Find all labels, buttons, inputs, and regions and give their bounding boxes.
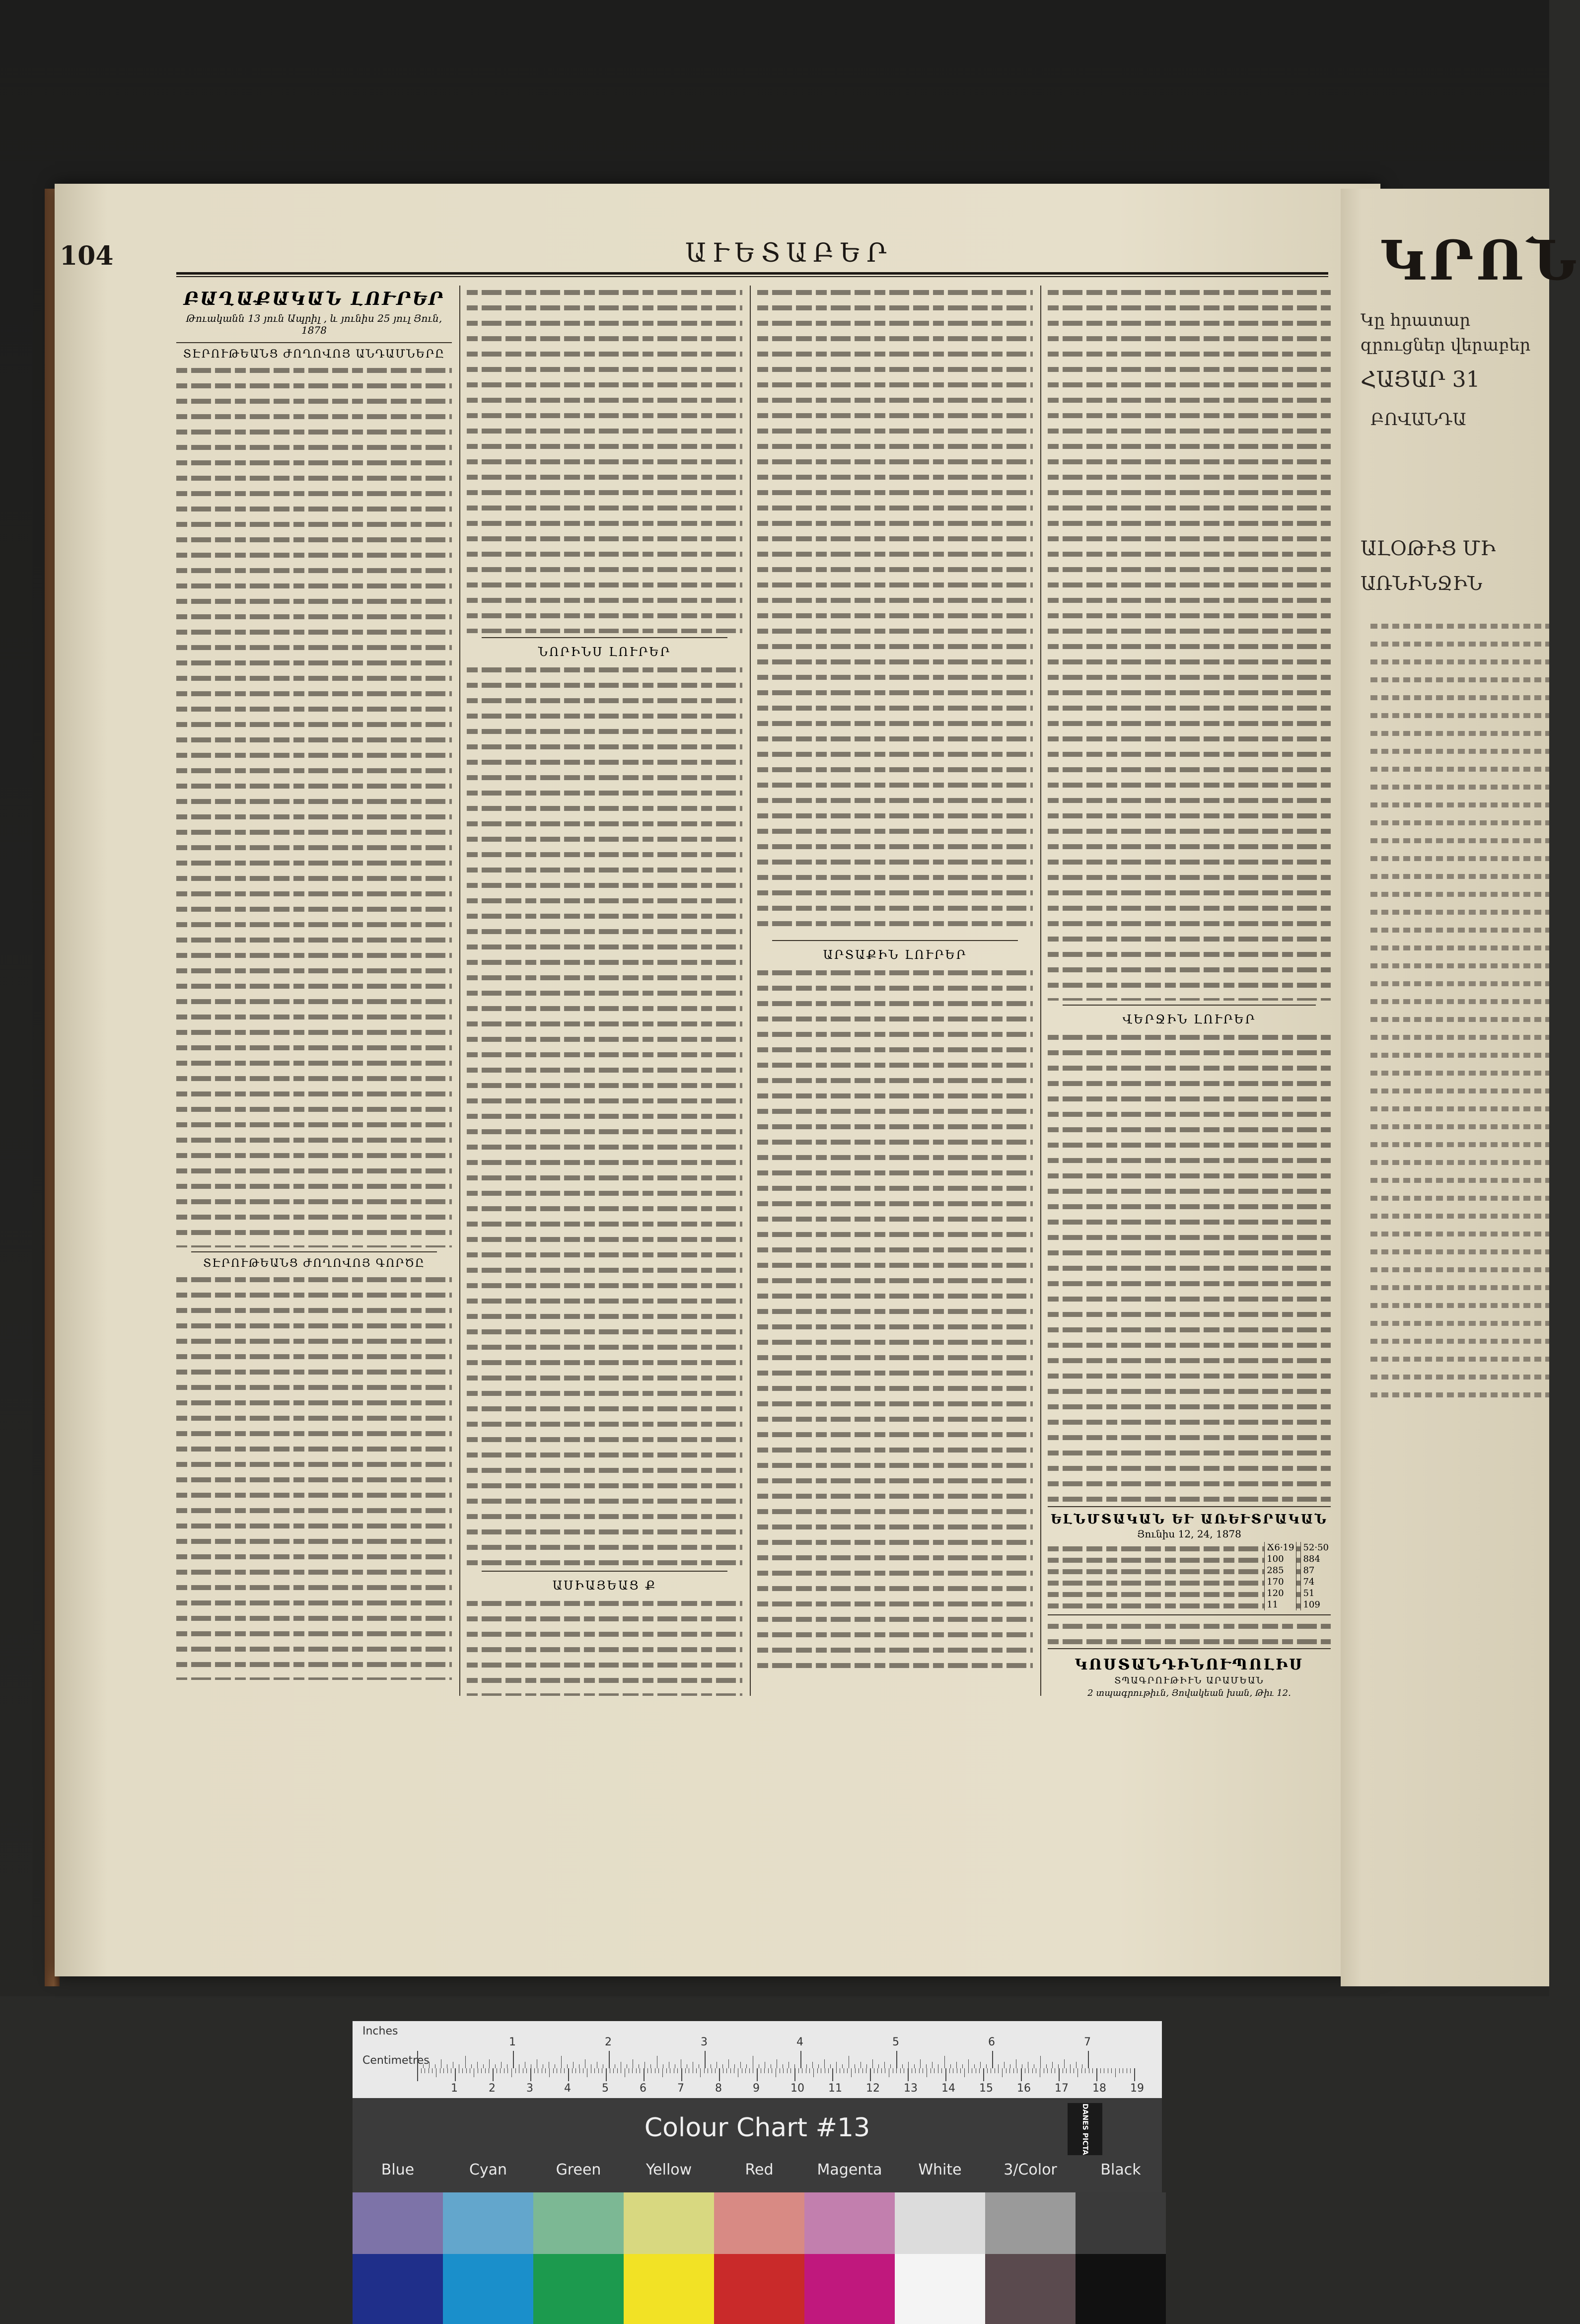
cm-minor-tick xyxy=(987,2068,988,2073)
cm-tick-label: 19 xyxy=(1130,2082,1144,2095)
cm-minor-tick xyxy=(507,2068,508,2073)
cm-minor-tick xyxy=(511,2068,512,2077)
color-patch-light-black xyxy=(1076,2192,1166,2254)
inch-tick xyxy=(705,2051,706,2068)
cm-minor-tick xyxy=(1130,2068,1131,2073)
patch-label-magenta: Magenta xyxy=(817,2161,882,2179)
color-patch-light-red xyxy=(714,2192,804,2254)
patch-label-3-color: 3/Color xyxy=(1004,2161,1057,2179)
divider xyxy=(1048,1614,1331,1615)
inch-minor-tick xyxy=(968,2059,969,2068)
color-patch-light-magenta xyxy=(804,2192,895,2254)
inch-minor-tick xyxy=(986,2064,987,2068)
divider xyxy=(1048,1648,1331,1649)
cm-minor-tick xyxy=(1119,2068,1120,2073)
exchange-table xyxy=(1048,1542,1331,1610)
imprint-city: ԿՈՍՏԱՆԴԻՆՈՒՊՈԼԻՍ xyxy=(1075,1656,1304,1673)
cm-minor-tick xyxy=(1070,2068,1071,2073)
inch-minor-tick xyxy=(872,2059,873,2068)
section-title: ԲԱՂԱՔԱԿԱՆ ԼՈՒՐԵՐ xyxy=(183,289,445,309)
article-text xyxy=(467,1597,742,1696)
cm-tick-label: 6 xyxy=(640,2082,646,2095)
cm-minor-tick xyxy=(787,2068,788,2073)
inch-minor-tick xyxy=(561,2056,562,2068)
patch-label-blue: Blue xyxy=(381,2161,415,2179)
cm-minor-tick xyxy=(443,2068,444,2073)
inches-label: Inches xyxy=(362,2025,398,2037)
cm-minor-tick xyxy=(526,2068,527,2073)
divider xyxy=(482,1571,727,1572)
color-patch-light-3-color xyxy=(985,2192,1076,2254)
cm-tick xyxy=(644,2068,645,2081)
cm-minor-tick xyxy=(960,2068,961,2073)
inch-tick xyxy=(1088,2051,1089,2068)
color-patch-dark-blue xyxy=(353,2254,443,2324)
inch-minor-tick xyxy=(794,2064,795,2068)
inch-tick-label: 3 xyxy=(701,2036,708,2048)
subsection-heading: ԱՍԻԱՅԵԱՑ Ք xyxy=(552,1579,657,1593)
cm-tick-label: 8 xyxy=(715,2082,722,2095)
exchange-title: ԵԼՆՄՏԱԿԱՆ ԵՒ ԱՌԵՒՏՐԱԿԱՆ xyxy=(1051,1512,1328,1527)
inch-minor-tick xyxy=(866,2064,867,2068)
cm-minor-tick xyxy=(534,2068,535,2073)
cm-tick xyxy=(794,2068,795,2081)
color-chart xyxy=(353,2021,1162,2324)
inch-minor-tick xyxy=(1070,2064,1071,2068)
cm-tick-label: 5 xyxy=(602,2082,609,2095)
cm-tick-label: 3 xyxy=(526,2082,533,2095)
column-1 xyxy=(176,286,452,1696)
color-patch-dark-cyan xyxy=(443,2254,533,2324)
cm-minor-tick xyxy=(877,2068,878,2073)
cm-minor-tick xyxy=(862,2068,863,2073)
inch-minor-tick xyxy=(944,2056,945,2068)
color-patch-dark-magenta xyxy=(804,2254,895,2324)
color-patch-dark-yellow xyxy=(624,2254,714,2324)
cm-minor-tick xyxy=(466,2068,467,2073)
cm-tick-label: 16 xyxy=(1017,2082,1031,2095)
cm-minor-tick xyxy=(730,2068,731,2073)
color-patch-dark-green xyxy=(533,2254,624,2324)
subsection-heading: ՏԷՐՈՒԹԵԱՆՑ ԺՈՂՈՎՈՅ ԳՈՐԾԸ xyxy=(203,1257,425,1270)
dateline: Թուականն 13 յուն Ապրիլ , և յունիս 25 յուլ Յուն, 1878 xyxy=(186,312,442,336)
right-page-fragment xyxy=(1341,189,1580,1986)
article-text xyxy=(1048,286,1331,1001)
color-patch-dark-3-color xyxy=(985,2254,1076,2324)
inch-minor-tick xyxy=(1052,2062,1053,2068)
subsection-heading: ՆՈՐԻՆՍ ԼՈՒՐԵՐ xyxy=(538,645,671,659)
cm-minor-tick xyxy=(1077,2068,1078,2077)
right-fragment-heading: ԿՐՈՆ xyxy=(1380,228,1580,292)
cm-tick xyxy=(681,2068,682,2081)
table-row: 100 884 xyxy=(1048,1553,1331,1565)
cm-minor-tick xyxy=(836,2068,837,2073)
cm-minor-tick xyxy=(817,2068,818,2073)
cm-minor-tick xyxy=(636,2068,637,2073)
article-text xyxy=(757,286,1033,936)
inch-minor-tick xyxy=(1046,2064,1047,2068)
inch-minor-tick xyxy=(477,2062,478,2068)
cm-minor-tick xyxy=(715,2068,716,2073)
inch-minor-tick xyxy=(489,2059,490,2068)
cm-tick-label: 18 xyxy=(1092,2082,1106,2095)
inch-tick-label: 1 xyxy=(509,2036,516,2048)
color-patch-light-green xyxy=(533,2192,624,2254)
inch-minor-tick xyxy=(1040,2056,1041,2068)
cm-tick-label: 7 xyxy=(677,2082,684,2095)
inch-minor-tick xyxy=(573,2062,574,2068)
article-text xyxy=(1048,1619,1331,1644)
inch-tick xyxy=(513,2051,514,2068)
patch-label-cyan: Cyan xyxy=(469,2161,507,2179)
color-patch-light-blue xyxy=(353,2192,443,2254)
divider xyxy=(482,637,727,638)
inch-minor-tick xyxy=(962,2064,963,2068)
patch-label-green: Green xyxy=(556,2161,601,2179)
right-fragment-line: ԱՌՆԻՆՋԻՆ xyxy=(1361,573,1483,594)
cm-minor-tick xyxy=(666,2068,667,2073)
cm-minor-tick xyxy=(647,2068,648,2073)
cm-minor-tick xyxy=(798,2068,799,2073)
inch-tick-label: 6 xyxy=(988,2036,995,2048)
header-rule xyxy=(176,276,1328,277)
table-row: 120 51 xyxy=(1048,1588,1331,1599)
inch-minor-tick xyxy=(806,2064,807,2068)
cm-minor-tick xyxy=(915,2068,916,2073)
inch-minor-tick xyxy=(998,2064,999,2068)
cm-minor-tick xyxy=(462,2068,463,2073)
cm-minor-tick xyxy=(998,2068,999,2073)
cm-tick xyxy=(1021,2068,1022,2081)
inch-minor-tick xyxy=(926,2064,927,2068)
cm-minor-tick xyxy=(809,2068,810,2073)
table-row: 170 74 xyxy=(1048,1576,1331,1588)
cm-minor-tick xyxy=(485,2068,486,2073)
patch-label-black: Black xyxy=(1100,2161,1141,2179)
patch-label-yellow: Yellow xyxy=(646,2161,692,2179)
inch-minor-tick xyxy=(1058,2064,1059,2068)
right-fragment-line: ԲՈՎԱՆԴԱ xyxy=(1370,410,1466,430)
cm-tick xyxy=(870,2068,871,2081)
cm-tick-label: 10 xyxy=(790,2082,804,2095)
article-text xyxy=(176,1273,452,1680)
cm-minor-tick xyxy=(1111,2068,1112,2073)
inch-minor-tick xyxy=(914,2064,915,2068)
cm-tick xyxy=(493,2068,494,2081)
color-patch-light-white xyxy=(895,2192,985,2254)
cm-minor-tick xyxy=(598,2068,599,2073)
divider xyxy=(1048,1506,1331,1507)
cm-minor-tick xyxy=(749,2068,750,2073)
inch-minor-tick xyxy=(495,2064,496,2068)
cm-minor-tick xyxy=(900,2068,901,2073)
cm-minor-tick xyxy=(855,2068,856,2073)
cm-tick xyxy=(417,2068,418,2081)
cm-minor-tick xyxy=(696,2068,697,2073)
inch-minor-tick xyxy=(890,2064,891,2068)
right-fragment-text xyxy=(1370,611,1549,1410)
cm-minor-tick xyxy=(575,2068,576,2073)
divider xyxy=(1063,1005,1316,1006)
exchange-date: Յունիս 12, 24, 1878 xyxy=(1137,1528,1241,1540)
cm-minor-tick xyxy=(941,2068,942,2073)
cm-minor-tick xyxy=(572,2068,573,2073)
danes-picta-logo: DANES PICTA xyxy=(1068,2103,1102,2155)
cm-minor-tick xyxy=(847,2068,848,2073)
inch-tick-label: 7 xyxy=(1084,2036,1091,2048)
cm-tick-label: 9 xyxy=(753,2082,760,2095)
cm-minor-tick xyxy=(745,2068,746,2073)
cm-tick-label: 14 xyxy=(941,2082,955,2095)
cm-minor-tick xyxy=(964,2068,965,2077)
inch-minor-tick xyxy=(956,2062,957,2068)
cm-minor-tick xyxy=(447,2068,448,2073)
inch-minor-tick xyxy=(722,2064,723,2068)
cm-minor-tick xyxy=(632,2068,633,2073)
column-4 xyxy=(1048,286,1331,1696)
cm-tick-label: 13 xyxy=(904,2082,918,2095)
inch-minor-tick xyxy=(878,2064,879,2068)
cm-minor-tick xyxy=(813,2068,814,2077)
cm-tick-label: 15 xyxy=(979,2082,993,2095)
cm-tick xyxy=(455,2068,456,2081)
cm-minor-tick xyxy=(1028,2068,1029,2073)
inch-tick-label: 4 xyxy=(796,2036,803,2048)
cm-minor-tick xyxy=(1100,2068,1101,2073)
cm-tick xyxy=(568,2068,569,2081)
cm-minor-tick xyxy=(515,2068,516,2073)
cm-minor-tick xyxy=(1092,2068,1093,2073)
cm-minor-tick xyxy=(764,2068,765,2073)
cm-tick-label: 2 xyxy=(489,2082,496,2095)
cm-minor-tick xyxy=(949,2068,950,2073)
inch-minor-tick xyxy=(884,2062,885,2068)
column-3 xyxy=(757,286,1033,1696)
cm-minor-tick xyxy=(617,2068,618,2073)
column-2 xyxy=(467,286,742,1696)
cm-minor-tick xyxy=(726,2068,727,2073)
right-fragment-line: ԱԼՕԹԻՑ ՄԻ xyxy=(1361,537,1496,560)
inch-minor-tick xyxy=(908,2062,909,2068)
inch-minor-tick xyxy=(501,2062,502,2068)
column-divider xyxy=(1040,286,1041,1696)
cm-minor-tick xyxy=(919,2068,920,2073)
inch-minor-tick xyxy=(902,2064,903,2068)
divider xyxy=(772,940,1018,941)
cm-minor-tick xyxy=(881,2068,882,2073)
patch-label-red: Red xyxy=(745,2161,774,2179)
inch-minor-tick xyxy=(974,2064,975,2068)
imprint-address: 2 տպագրութիւն, Յովակեան խան, Թիւ 12. xyxy=(1087,1688,1291,1698)
cm-minor-tick xyxy=(790,2068,791,2073)
inch-ruler xyxy=(353,2021,1162,2068)
cm-minor-tick xyxy=(704,2068,705,2073)
cm-tick xyxy=(757,2068,758,2081)
inch-minor-tick xyxy=(932,2062,933,2068)
cm-minor-tick xyxy=(896,2068,897,2073)
inch-minor-tick xyxy=(1076,2062,1077,2068)
right-fragment-line: Կը հրատար xyxy=(1361,310,1471,330)
cm-minor-tick xyxy=(851,2068,852,2077)
cm-minor-tick xyxy=(613,2068,614,2073)
column-divider xyxy=(459,286,460,1696)
column-divider xyxy=(750,286,751,1696)
inch-tick xyxy=(800,2051,801,2068)
table-row: 11 109 xyxy=(1048,1599,1331,1610)
cm-minor-tick xyxy=(979,2068,980,2073)
inch-minor-tick xyxy=(980,2062,981,2068)
journal-title: ԱՒԵՏԱԲԵՐ xyxy=(685,238,893,268)
cm-tick xyxy=(1059,2068,1060,2081)
article-text xyxy=(467,663,742,1567)
divider xyxy=(191,1251,437,1252)
article-text xyxy=(467,286,742,633)
right-fragment-line: ՀԱՅԱՐ 31 xyxy=(1361,367,1480,392)
inch-minor-tick xyxy=(824,2059,825,2068)
cm-tick xyxy=(1134,2068,1135,2081)
cm-minor-tick xyxy=(421,2068,422,2073)
cm-minor-tick xyxy=(1013,2068,1014,2073)
inch-minor-tick xyxy=(818,2064,819,2068)
cm-minor-tick xyxy=(553,2068,554,2073)
cm-minor-tick xyxy=(1009,2068,1010,2073)
cm-minor-tick xyxy=(685,2068,686,2073)
inch-minor-tick xyxy=(471,2064,472,2068)
cm-minor-tick xyxy=(700,2068,701,2077)
patch-label-white: White xyxy=(918,2161,962,2179)
inch-minor-tick xyxy=(740,2062,741,2068)
table-row: 285 87 xyxy=(1048,1565,1331,1576)
inch-minor-tick xyxy=(746,2064,747,2068)
article-text xyxy=(176,363,452,1247)
inch-minor-tick xyxy=(1064,2059,1065,2068)
inch-minor-tick xyxy=(830,2064,831,2068)
inch-minor-tick xyxy=(465,2056,466,2068)
cm-tick xyxy=(945,2068,946,2081)
inch-minor-tick xyxy=(950,2064,951,2068)
cm-tick-label: 1 xyxy=(451,2082,458,2095)
cm-minor-tick xyxy=(579,2068,580,2073)
cm-tick xyxy=(530,2068,531,2081)
cm-minor-tick xyxy=(545,2068,546,2073)
cm-minor-tick xyxy=(1115,2068,1116,2077)
cm-tick-label: 17 xyxy=(1055,2082,1069,2095)
inch-minor-tick xyxy=(920,2059,921,2068)
color-patch-dark-white xyxy=(895,2254,985,2324)
header-rule xyxy=(176,272,1328,275)
article-text xyxy=(1048,1030,1331,1502)
cm-minor-tick xyxy=(662,2068,663,2077)
cm-minor-tick xyxy=(1066,2068,1067,2073)
cm-minor-tick xyxy=(677,2068,678,2073)
centimetres-label: Centimetres xyxy=(362,2054,430,2067)
inch-tick xyxy=(992,2051,993,2068)
cm-tick xyxy=(719,2068,720,2081)
imprint-printer: ՏՊԱԳՐՈՒԹԻՒՆ ԱՐԱՄԵԱՆ xyxy=(1114,1675,1264,1686)
inch-minor-tick xyxy=(812,2062,813,2068)
cm-minor-tick xyxy=(1002,2068,1003,2077)
cm-tick xyxy=(908,2068,909,2081)
inch-tick xyxy=(609,2051,610,2068)
inch-tick-label: 5 xyxy=(892,2036,899,2048)
inch-minor-tick xyxy=(728,2059,729,2068)
inch-minor-tick xyxy=(650,2064,651,2068)
color-patch-light-yellow xyxy=(624,2192,714,2254)
subsection-heading: ՏԷՐՈՒԹԵԱՆՑ ԺՈՂՈՎՈՅ ԱՆԴԱՄՆԵՐԸ xyxy=(183,348,445,361)
inch-minor-tick xyxy=(734,2064,735,2068)
cm-minor-tick xyxy=(1051,2068,1052,2073)
table-row: Ճ6·19 52·50 xyxy=(1048,1542,1331,1553)
cm-minor-tick xyxy=(564,2068,565,2073)
divider xyxy=(176,342,452,343)
cm-minor-tick xyxy=(968,2068,969,2073)
inch-tick xyxy=(896,2051,897,2068)
cm-tick-label: 4 xyxy=(564,2082,571,2095)
inch-minor-tick xyxy=(1004,2062,1005,2068)
inch-minor-tick xyxy=(842,2064,843,2068)
cm-tick xyxy=(606,2068,607,2081)
cm-minor-tick xyxy=(658,2068,659,2073)
cm-minor-tick xyxy=(500,2068,501,2073)
inch-minor-tick xyxy=(836,2062,837,2068)
cm-minor-tick xyxy=(1081,2068,1082,2073)
cm-tick xyxy=(983,2068,984,2081)
subsection-heading: ԱՐՏԱՔԻՆ ԼՈՒՐԵՐ xyxy=(823,948,967,962)
color-patch-dark-red xyxy=(714,2254,804,2324)
cm-minor-tick xyxy=(594,2068,595,2073)
subsection-heading: ՎԵՐՋԻՆ ԼՈՒՐԵՐ xyxy=(1122,1013,1256,1026)
cm-minor-tick xyxy=(1047,2068,1048,2073)
cm-tick-label: 11 xyxy=(828,2082,842,2095)
inch-tick-label: 2 xyxy=(605,2036,612,2048)
chart-title: Colour Chart #13 xyxy=(644,2113,870,2143)
right-fragment-line: զրուցներ վերաբեր xyxy=(1361,335,1531,355)
cm-minor-tick xyxy=(549,2068,550,2077)
article-text xyxy=(757,966,1033,1671)
color-patch-dark-black xyxy=(1076,2254,1166,2324)
cm-minor-tick xyxy=(783,2068,784,2073)
cm-tick xyxy=(1096,2068,1097,2081)
color-patch-light-cyan xyxy=(443,2192,533,2254)
cm-tick xyxy=(832,2068,833,2081)
cm-minor-tick xyxy=(768,2068,769,2073)
inch-minor-tick xyxy=(567,2064,568,2068)
cm-ruler xyxy=(353,2054,1162,2098)
inch-minor-tick xyxy=(483,2064,484,2068)
cm-tick-label: 12 xyxy=(866,2082,880,2095)
cm-minor-tick xyxy=(1032,2068,1033,2073)
cm-minor-tick xyxy=(828,2068,829,2073)
cm-minor-tick xyxy=(481,2068,482,2073)
page-number: 104 xyxy=(60,241,114,271)
